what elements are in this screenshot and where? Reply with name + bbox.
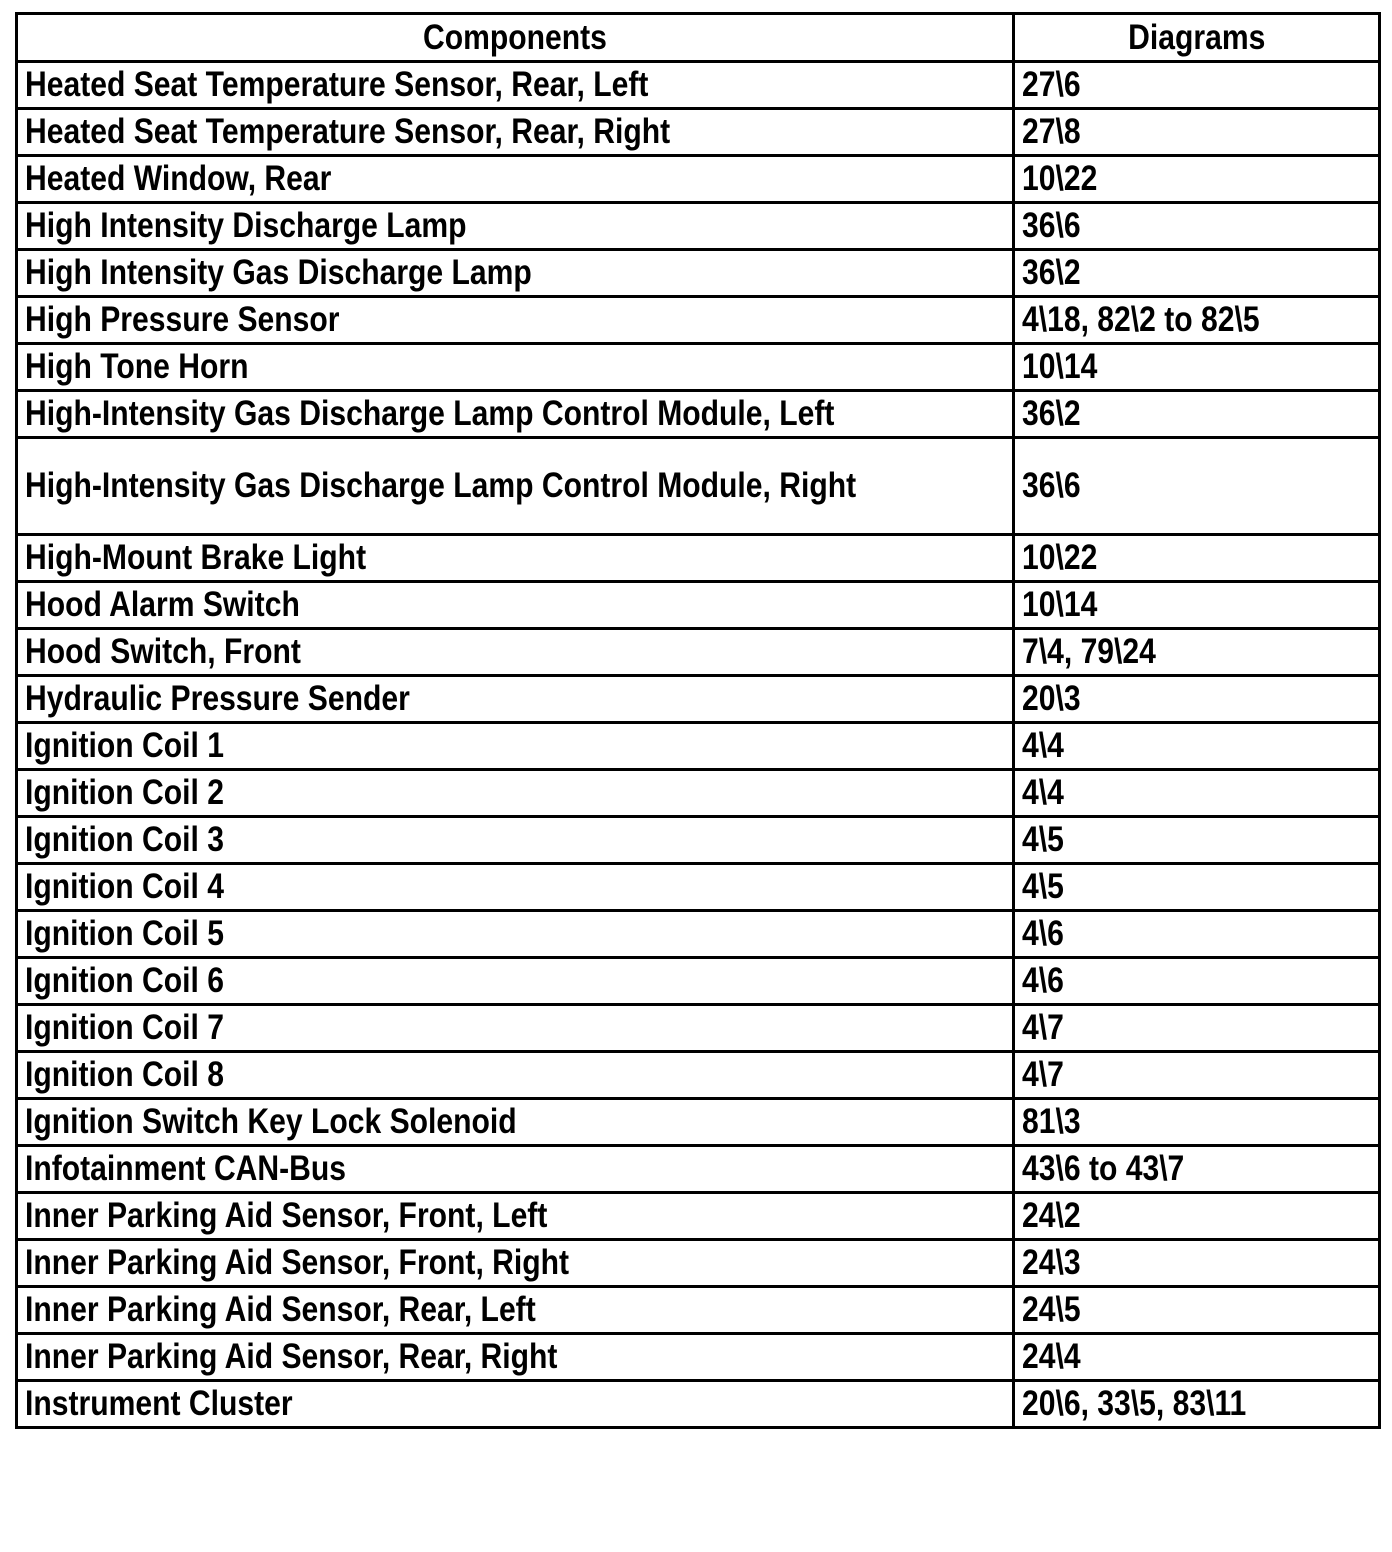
diagrams-cell: 10\22 bbox=[1014, 535, 1380, 582]
diagrams-cell: 4\7 bbox=[1014, 1005, 1380, 1052]
table-row bbox=[17, 582, 1380, 629]
diagrams-cell: 10\14 bbox=[1014, 582, 1380, 629]
diagrams-cell: 4\4 bbox=[1014, 770, 1380, 817]
component-cell: Ignition Coil 4 bbox=[17, 864, 1014, 911]
diagrams-cell: 43\6 to 43\7 bbox=[1014, 1146, 1380, 1193]
component-cell: High Intensity Gas Discharge Lamp bbox=[17, 250, 1014, 297]
table-row bbox=[17, 1381, 1380, 1428]
diagrams-cell: 7\4, 79\24 bbox=[1014, 629, 1380, 676]
component-cell: Inner Parking Aid Sensor, Rear, Left bbox=[17, 1287, 1014, 1334]
component-cell: Ignition Coil 6 bbox=[17, 958, 1014, 1005]
diagrams-cell: 24\2 bbox=[1014, 1193, 1380, 1240]
component-cell: Heated Seat Temperature Sensor, Rear, Left bbox=[17, 62, 1014, 109]
diagrams-cell: 24\5 bbox=[1014, 1287, 1380, 1334]
table-row bbox=[17, 535, 1380, 582]
component-cell: Ignition Coil 2 bbox=[17, 770, 1014, 817]
component-cell: Inner Parking Aid Sensor, Rear, Right bbox=[17, 1334, 1014, 1381]
table-row bbox=[17, 629, 1380, 676]
table-row bbox=[17, 1052, 1380, 1099]
component-cell: Infotainment CAN-Bus bbox=[17, 1146, 1014, 1193]
component-cell: Heated Seat Temperature Sensor, Rear, Right bbox=[17, 109, 1014, 156]
diagrams-cell: 20\6, 33\5, 83\11 bbox=[1014, 1381, 1380, 1428]
component-cell: Ignition Coil 8 bbox=[17, 1052, 1014, 1099]
diagrams-cell: 4\6 bbox=[1014, 911, 1380, 958]
table-row bbox=[17, 203, 1380, 250]
component-cell: High Intensity Discharge Lamp bbox=[17, 203, 1014, 250]
table-header-row bbox=[17, 14, 1380, 62]
table-row bbox=[17, 109, 1380, 156]
component-cell: High-Intensity Gas Discharge Lamp Control Module, Left bbox=[17, 391, 1014, 438]
component-cell: High-Intensity Gas Discharge Lamp Control Module, Right bbox=[17, 438, 1014, 535]
diagrams-cell: 27\6 bbox=[1014, 62, 1380, 109]
table-row bbox=[17, 676, 1380, 723]
table-row bbox=[17, 1193, 1380, 1240]
table-row bbox=[17, 1146, 1380, 1193]
table-row bbox=[17, 1287, 1380, 1334]
diagrams-cell: 24\4 bbox=[1014, 1334, 1380, 1381]
components-header-label: Components bbox=[423, 18, 607, 57]
table-row bbox=[17, 391, 1380, 438]
table-row bbox=[17, 62, 1380, 109]
table-row bbox=[17, 864, 1380, 911]
diagrams-cell: 36\6 bbox=[1014, 203, 1380, 250]
diagrams-header-label: Diagrams bbox=[1127, 18, 1266, 57]
table-row bbox=[17, 817, 1380, 864]
diagrams-cell: 24\3 bbox=[1014, 1240, 1380, 1287]
component-cell: High-Mount Brake Light bbox=[17, 535, 1014, 582]
components-column-header bbox=[17, 14, 1014, 62]
diagrams-cell: 10\22 bbox=[1014, 156, 1380, 203]
component-cell: Ignition Switch Key Lock Solenoid bbox=[17, 1099, 1014, 1146]
diagrams-cell: 27\8 bbox=[1014, 109, 1380, 156]
component-cell: High Tone Horn bbox=[17, 344, 1014, 391]
table-row bbox=[17, 438, 1380, 535]
table-row bbox=[17, 297, 1380, 344]
table-row bbox=[17, 1334, 1380, 1381]
diagrams-cell: 4\7 bbox=[1014, 1052, 1380, 1099]
diagrams-cell: 81\3 bbox=[1014, 1099, 1380, 1146]
diagrams-cell: 36\2 bbox=[1014, 250, 1380, 297]
component-cell: Inner Parking Aid Sensor, Front, Right bbox=[17, 1240, 1014, 1287]
diagrams-column-header bbox=[1014, 14, 1380, 62]
table-row bbox=[17, 1099, 1380, 1146]
table-row bbox=[17, 1005, 1380, 1052]
component-cell: High Pressure Sensor bbox=[17, 297, 1014, 344]
diagrams-cell: 4\6 bbox=[1014, 958, 1380, 1005]
diagrams-cell: 4\18, 82\2 to 82\5 bbox=[1014, 297, 1380, 344]
table-row bbox=[17, 958, 1380, 1005]
diagrams-cell: 4\5 bbox=[1014, 817, 1380, 864]
table-row bbox=[17, 1240, 1380, 1287]
component-cell: Ignition Coil 5 bbox=[17, 911, 1014, 958]
table-row bbox=[17, 156, 1380, 203]
diagrams-cell: 20\3 bbox=[1014, 676, 1380, 723]
table-row bbox=[17, 770, 1380, 817]
component-cell: Instrument Cluster bbox=[17, 1381, 1014, 1428]
diagrams-cell: 10\14 bbox=[1014, 344, 1380, 391]
diagrams-cell: 4\5 bbox=[1014, 864, 1380, 911]
diagrams-cell: 36\6 bbox=[1014, 438, 1380, 535]
component-cell: Ignition Coil 3 bbox=[17, 817, 1014, 864]
component-cell: Ignition Coil 1 bbox=[17, 723, 1014, 770]
component-cell: Hydraulic Pressure Sender bbox=[17, 676, 1014, 723]
table-row bbox=[17, 723, 1380, 770]
component-index-sheet bbox=[15, 12, 1378, 1429]
component-cell: Hood Alarm Switch bbox=[17, 582, 1014, 629]
table-row bbox=[17, 250, 1380, 297]
table-row bbox=[17, 911, 1380, 958]
diagrams-cell: 4\4 bbox=[1014, 723, 1380, 770]
table-row bbox=[17, 344, 1380, 391]
component-cell: Heated Window, Rear bbox=[17, 156, 1014, 203]
diagrams-cell: 36\2 bbox=[1014, 391, 1380, 438]
component-cell: Hood Switch, Front bbox=[17, 629, 1014, 676]
component-index-table bbox=[15, 12, 1381, 1429]
component-cell: Inner Parking Aid Sensor, Front, Left bbox=[17, 1193, 1014, 1240]
component-cell: Ignition Coil 7 bbox=[17, 1005, 1014, 1052]
